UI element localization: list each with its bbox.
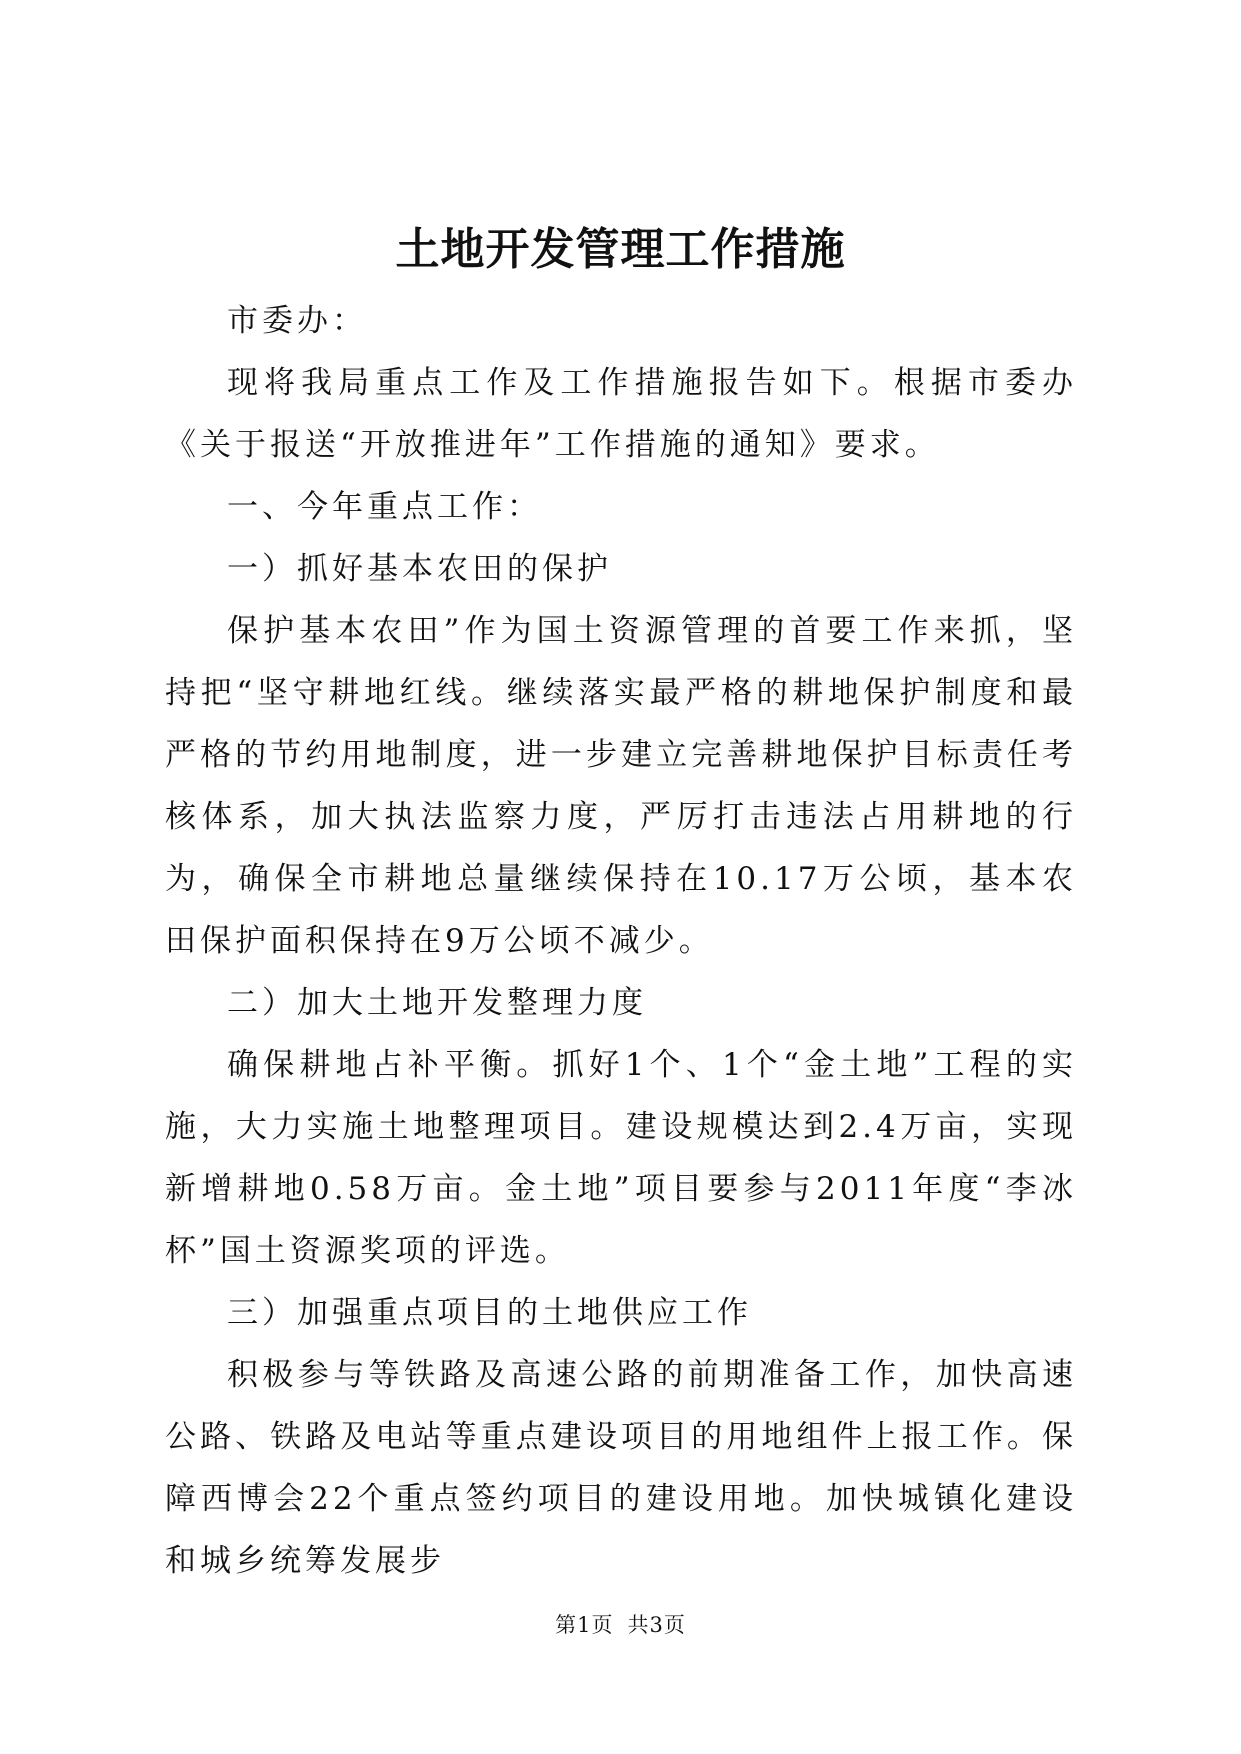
body-paragraph: 积极参与等铁路及高速公路的前期准备工作，加快高速公路、铁路及电站等重点建设项目的用地组件上报工作。保障西博会22个重点签约项目的建设用地。加快城镇化建设和城乡统筹发展步 bbox=[165, 1357, 1077, 1579]
subsection-heading: 三）加强重点项目的土地供应工作 bbox=[227, 1295, 752, 1331]
page-footer bbox=[0, 1610, 1241, 1640]
section-heading: 一、今年重点工作： bbox=[227, 489, 542, 525]
body-paragraph: 保护基本农田”作为国土资源管理的首要工作来抓，坚持把“坚守耕地红线。继续落实最严格的耕地保护制度和最严格的节约用地制度，进一步建立完善耕地保护目标责任考核体系，加大执法监察力度，严厉打击违法占用耕地的行为，确保全市耕地总量继续保持在10.17万公顷，基本农田保护面积保持在9万公顷不减少。 bbox=[165, 613, 1077, 959]
subsection-heading: 一）抓好基本农田的保护 bbox=[227, 551, 612, 587]
page-number: 第1页 bbox=[555, 1613, 614, 1637]
document-body bbox=[165, 290, 1077, 1592]
salutation: 市委办： bbox=[227, 303, 367, 339]
intro-paragraph: 现将我局重点工作及工作措施报告如下。根据市委办《关于报送“开放推进年”工作措施的通知》要求。 bbox=[165, 365, 1077, 463]
page-title: 土地开发管理工作措施 bbox=[395, 224, 846, 275]
subsection-heading: 二）加大土地开发整理力度 bbox=[227, 985, 647, 1021]
page-total: 共3页 bbox=[627, 1613, 686, 1637]
body-paragraph: 确保耕地占补平衡。抓好1个、1个“金土地”工程的实施，大力实施土地整理项目。建设规模达到2.4万亩，实现新增耕地0.58万亩。金土地”项目要参与2011年度“李冰杯”国土资源奖项的评选。 bbox=[165, 1047, 1077, 1269]
